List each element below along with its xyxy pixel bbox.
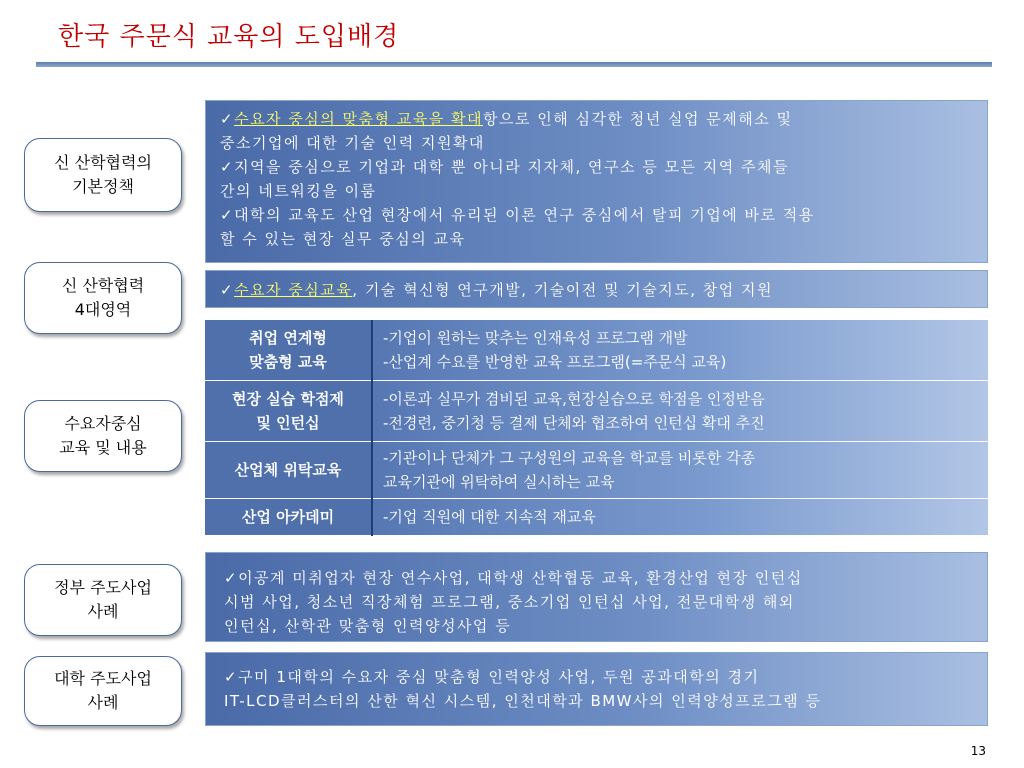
label-areas-line2: 4대영역 <box>74 300 132 319</box>
univ-line-2: IT-LCD클러스터의 산한 혁신 시스템, 인천대학과 BMW사의 인력양성프로그램 등 <box>224 692 822 710</box>
label-policy-line1: 신 산학협력의 <box>54 153 152 172</box>
label-gov-line2: 사례 <box>87 602 119 621</box>
label-gov-line1: 정부 주도사업 <box>54 578 152 597</box>
row-desc <box>372 320 988 381</box>
row-desc-line: -기업이 원하는 맞추는 인재육성 프로그램 개발 <box>383 329 688 347</box>
policy-line-5: ✓대학의 교육도 산업 현장에서 유리된 이론 연구 중심에서 탈피 기업에 바로 적용 <box>220 206 815 224</box>
row-head-line: 취업 연계형 <box>249 329 327 347</box>
row-desc-line: -산업계 수요를 반영한 교육 프로그램(=주문식 교육) <box>383 353 727 371</box>
gov-line-3: 인턴십, 산학관 맞춤형 인력양성사업 등 <box>224 617 512 635</box>
row-head <box>205 381 372 442</box>
gov-line-1: ✓이공계 미취업자 현장 연수사업, 대학생 산학협동 교육, 환경산업 현장 인턴십 <box>224 569 803 587</box>
policy-highlight: 수요자 중심의 맞춤형 교육을 확대 <box>234 110 484 128</box>
row-desc <box>372 381 988 442</box>
label-demand <box>24 400 182 472</box>
row-head <box>205 499 372 536</box>
label-demand-line1: 수요자중심 <box>64 414 142 433</box>
row-desc <box>372 442 988 499</box>
policy-line-3: ✓지역을 중심으로 기업과 대학 뿐 아니라 지자체, 연구소 등 모든 지역 주체들 <box>220 158 789 176</box>
label-univ <box>24 656 182 726</box>
label-univ-line2: 사례 <box>87 693 119 712</box>
row-desc-line: -이론과 실무가 겸비된 교육,현장실습으로 학점을 인정받음 <box>383 390 765 408</box>
education-table <box>205 320 988 536</box>
page-number: 13 <box>970 744 986 758</box>
policy-line-2: 중소기업에 대한 기술 인력 지원확대 <box>220 134 485 152</box>
policy-line-4: 간의 네트워킹을 이룸 <box>220 182 377 200</box>
label-univ-line1: 대학 주도사업 <box>54 669 152 688</box>
row-head-line: 현장 실습 학점제 <box>232 390 344 408</box>
row-head <box>205 320 372 381</box>
gov-box <box>205 552 988 642</box>
label-policy-line2: 기본정책 <box>72 177 134 196</box>
row-desc-line: 교육기관에 위탁하여 실시하는 교육 <box>383 473 615 491</box>
title-divider <box>36 62 992 67</box>
table-row <box>205 381 988 442</box>
areas-rest: , 기술 혁신형 연구개발, 기술이전 및 기술지도, 창업 지원 <box>352 281 774 299</box>
policy-line-1-rest: 항으로 인해 심각한 청년 실업 문제해소 및 <box>483 110 793 128</box>
policy-box <box>205 100 988 263</box>
areas-box <box>205 270 988 308</box>
areas-highlight: 수요자 중심교육 <box>234 281 353 299</box>
gov-line-2: 시범 사업, 청소년 직장체험 프로그램, 중소기업 인턴십 사업, 전문대학생 해외 <box>224 593 795 611</box>
row-desc-line: -기업 직원에 대한 지속적 재교육 <box>383 508 596 526</box>
check-icon: ✓ <box>220 281 235 299</box>
page-title: 한국 주문식 교육의 도입배경 <box>58 22 400 52</box>
row-head-line: 맞춤형 교육 <box>249 353 327 371</box>
row-head-line: 산업체 위탁교육 <box>234 461 342 479</box>
policy-line-6: 할 수 있는 현장 실무 중심의 교육 <box>220 230 466 248</box>
univ-box <box>205 652 988 726</box>
areas-line <box>220 278 987 302</box>
label-policy <box>24 138 182 212</box>
row-desc-line: -전경련, 중기청 등 결제 단체와 협조하여 인턴십 확대 추진 <box>383 414 765 432</box>
row-head <box>205 442 372 499</box>
univ-line-1: ✓구미 1대학의 수요자 중심 맞춤형 인력양성 사업, 두원 공과대학의 경기 <box>224 668 760 686</box>
label-demand-line2: 교육 및 내용 <box>59 438 147 457</box>
row-head-line: 및 인턴십 <box>256 414 320 432</box>
policy-line-1 <box>220 107 987 131</box>
row-head-line: 산업 아카데미 <box>241 508 335 526</box>
table-row <box>205 442 988 499</box>
table-row <box>205 499 988 536</box>
table-row <box>205 320 988 381</box>
row-desc-line: -기관이나 단체가 그 구성원의 교육을 학교를 비롯한 각종 <box>383 449 756 467</box>
label-gov <box>24 564 182 636</box>
check-icon: ✓ <box>220 110 235 128</box>
label-areas-line1: 신 산학협력 <box>61 276 145 295</box>
row-desc <box>372 499 988 536</box>
label-areas <box>24 262 182 334</box>
